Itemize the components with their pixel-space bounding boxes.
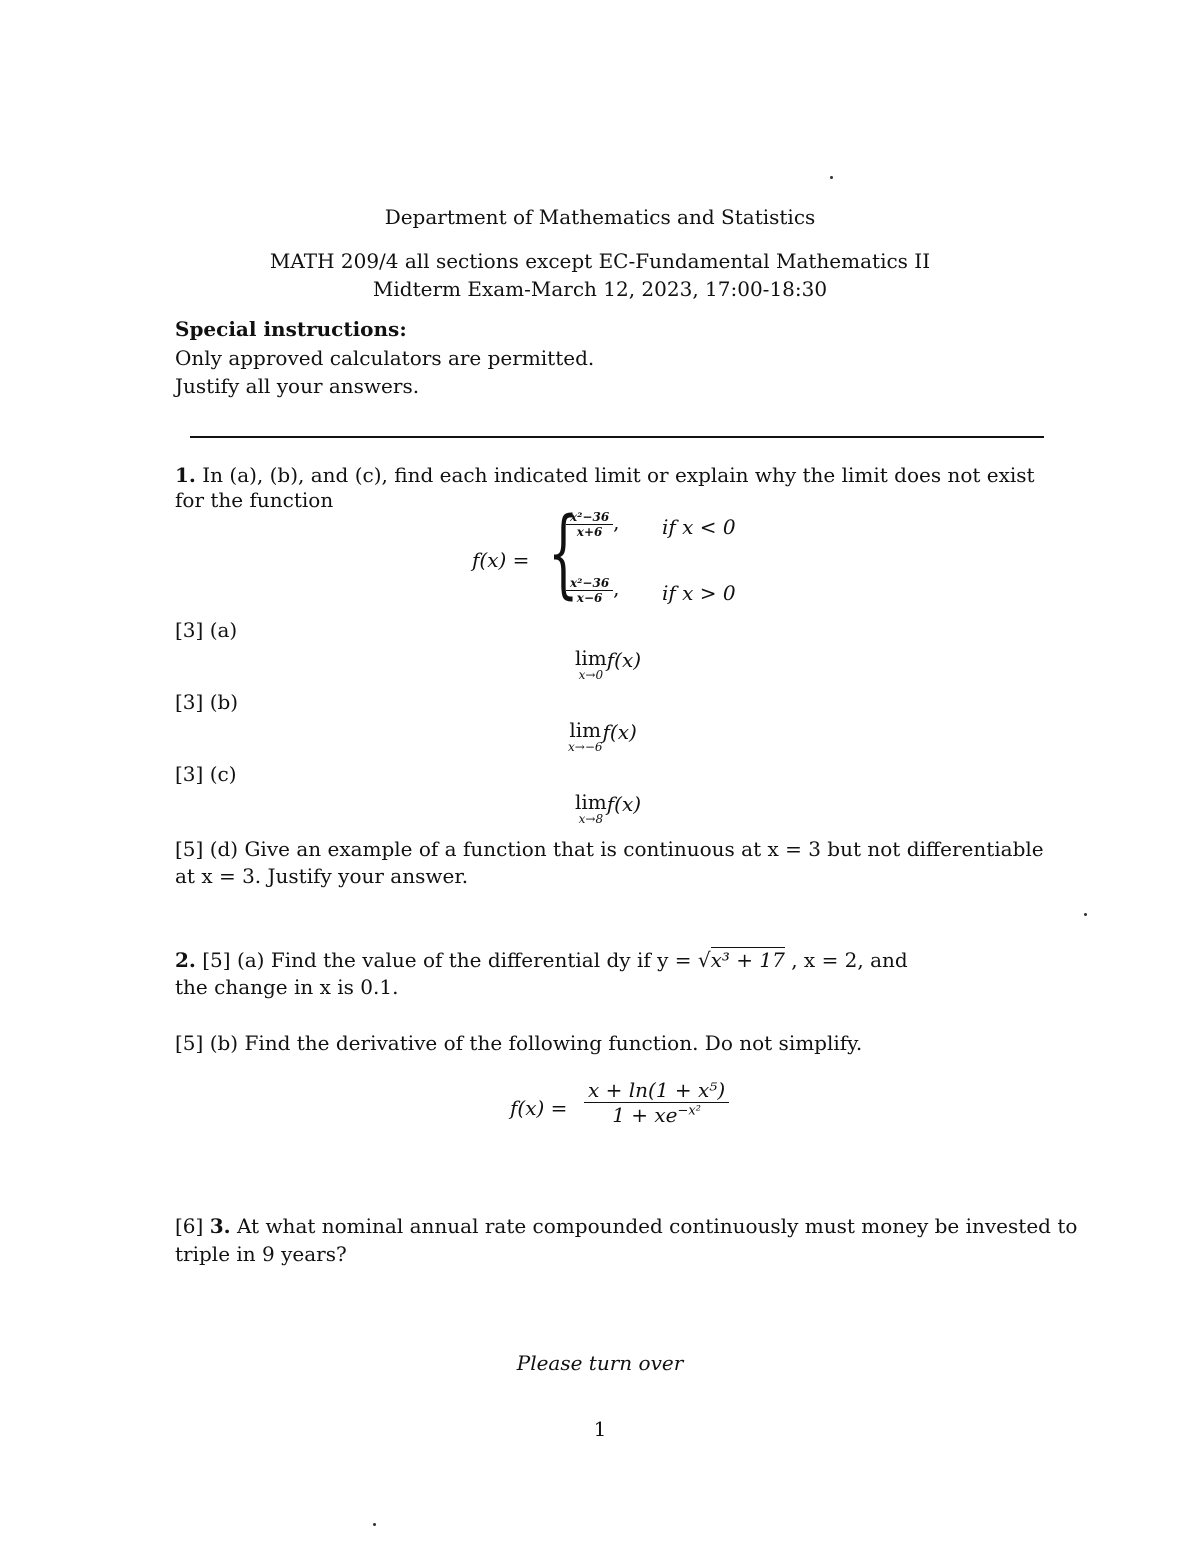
lim-word: lim — [575, 790, 607, 814]
scan-speck — [1084, 913, 1087, 916]
q2b-denominator: 1 + xe — [612, 1103, 678, 1127]
q1a-label: [3] (a) — [175, 618, 238, 642]
q2a-text: [5] (a) Find the value of the differential dy if y = — [202, 948, 692, 972]
scan-speck — [830, 176, 833, 179]
q3-number: 3. — [209, 1214, 231, 1238]
q2a-line-1 — [175, 948, 908, 972]
instructions-heading: Special instructions: — [175, 317, 407, 341]
q2a-tail: , x = 2, and — [791, 948, 908, 972]
q1a-limit-sub: x→0 — [578, 668, 604, 682]
scan-speck — [373, 1523, 376, 1526]
q1-function-lhs: f(x) = — [472, 548, 530, 572]
q2b-function-lhs: f(x) = — [510, 1096, 568, 1120]
lim-word: lim — [569, 718, 602, 742]
page-number: 1 — [593, 1417, 607, 1441]
q2b-numerator: x + ln(1 + x⁵) — [584, 1078, 729, 1103]
q2a-line-2: the change in x is 0.1. — [175, 975, 399, 999]
q1-intro-text: In (a), (b), and (c), find each indicated limit or explain why the limit does not exist — [202, 463, 1035, 487]
q1c-limit — [575, 792, 641, 826]
q1c-label: [3] (c) — [175, 762, 237, 786]
q1b-label: [3] (b) — [175, 690, 239, 714]
q1-case-1: $\frac{\text{x²−36}}{x+6}$ , — [566, 510, 620, 539]
q1c-limit-sub: x→8 — [578, 812, 604, 826]
q3-line-2: triple in 9 years? — [175, 1242, 347, 1266]
q1-intro-line-1 — [175, 463, 1035, 487]
exam-title: Midterm Exam-March 12, 2023, 17:00-18:30 — [372, 277, 828, 301]
q2b-line: [5] (b) Find the derivative of the following function. Do not simplify. — [175, 1031, 863, 1055]
q1-case-2-condition: if x > 0 — [662, 581, 736, 605]
instructions-line-1: Only approved calculators are permitted. — [175, 346, 595, 370]
q1d-line-1: [5] (d) Give an example of a function that is continuous at x = 3 but not differentiable — [175, 837, 1044, 861]
q1-case-1-denominator: x+6 — [576, 525, 603, 539]
q1a-limit-body: f(x) — [606, 648, 642, 672]
q3-line-1 — [175, 1214, 1077, 1238]
q2b-fraction — [584, 1078, 729, 1127]
q1-case-1-numerator: x²−36 — [566, 510, 613, 525]
q1-number: 1. — [175, 463, 196, 487]
department-title: Department of Mathematics and Statistics — [384, 205, 816, 229]
course-title: MATH 209/4 all sections except EC-Fundamental Mathematics II — [269, 249, 931, 273]
q1-case-2: $\frac{\text{x²−36}}{x-6}$ , — [566, 576, 620, 605]
q2-number: 2. — [175, 948, 196, 972]
q1-case-2-numerator: x²−36 — [566, 576, 613, 591]
horizontal-rule — [190, 436, 1044, 438]
piecewise-brace: { — [548, 497, 579, 609]
q1c-limit-body: f(x) — [606, 792, 642, 816]
instructions-line-2: Justify all your answers. — [175, 374, 420, 398]
q2b-denominator-exponent: −x² — [677, 1103, 701, 1119]
q3-text: At what nominal annual rate compounded continuously must money be invested to — [236, 1214, 1078, 1238]
q1b-limit — [568, 720, 637, 754]
lim-word: lim — [575, 646, 607, 670]
q1a-limit — [575, 648, 641, 682]
q1-case-2-denominator: x−6 — [576, 591, 603, 605]
q1b-limit-body: f(x) — [602, 720, 637, 744]
sqrt-sign-icon: √ — [697, 948, 711, 972]
turn-over-note: Please turn over — [516, 1351, 684, 1375]
q1-intro-line-2: for the function — [175, 488, 334, 512]
q1b-limit-sub: x→−6 — [568, 740, 603, 754]
q3-points: [6] — [175, 1214, 204, 1238]
q1-case-1-condition: if x < 0 — [662, 515, 736, 539]
q1d-line-2: at x = 3. Justify your answer. — [175, 864, 469, 888]
q2a-sqrt-body: x³ + 17 — [710, 948, 785, 972]
